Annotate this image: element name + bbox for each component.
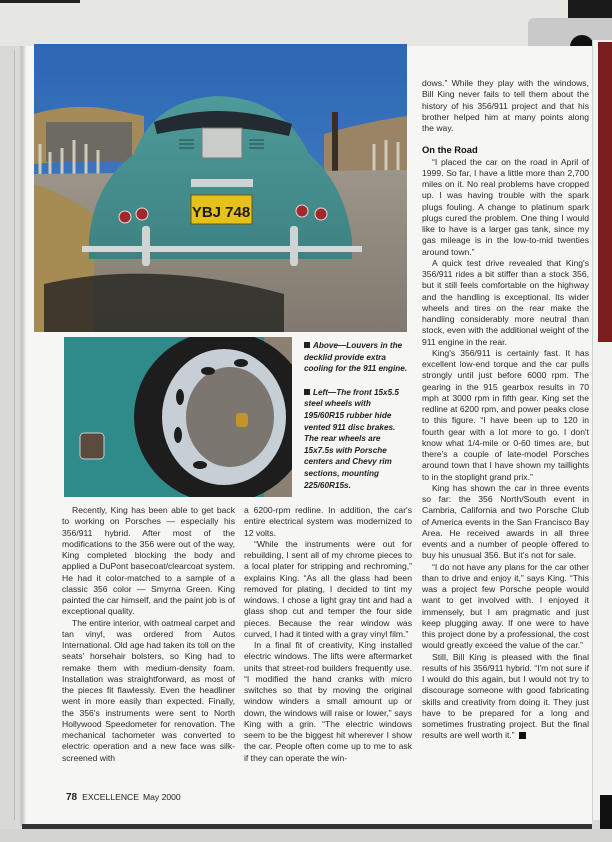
photo-car-rear [34, 44, 407, 332]
rear-bumper [82, 246, 362, 252]
paragraph: dows.” While they play with the windows, Bill King never fails to tell them about the history of his 356/911 project and that his brother helped him at many points along the way. [422, 78, 589, 133]
water-tank [46, 122, 132, 162]
paragraph: “While the instruments were out for rebuilding, I sent all of my chrome pieces to a local plater for stripping and rechroming,” explains King. “As all the glass had been removed for plating, I decided to tint my windows. I chose a light gray tint and had a glass shop cut and temper the four side pieces. Because the rear window was curved, I had it tinted with a gray vinyl film.” [244, 538, 412, 639]
caption-above: Above—Louvers in the decklid provide extra cooling for the 911 engine. [304, 341, 408, 374]
fender-badge-icon [80, 433, 104, 459]
paragraph: “I placed the car on the road in April of 1999. So far, I have a little more than 2,700 miles on it. No real problems have cropped up. I was having trouble with the spark plugs fouling. A change to platinum spark plugs cured the problem. One thing I would like to have is a larger gas tank, since my gas mileage is in the low-to-mid twenties around town.” [422, 156, 589, 257]
decklid-grille [202, 128, 242, 158]
wheel-illustration [64, 337, 292, 497]
scan-background [0, 0, 612, 46]
page-footer [66, 792, 181, 803]
section-heading: On the Road [422, 144, 478, 156]
article-column-2 [244, 505, 412, 764]
issue-date: May 2000 [142, 792, 181, 802]
post [332, 112, 338, 174]
magazine-name: EXCELLENCE [82, 792, 139, 802]
page-number: 78 [66, 792, 78, 803]
facing-page-photo-edge [598, 42, 612, 342]
plate-light [191, 179, 253, 187]
bullet-square-icon [304, 389, 310, 395]
paragraph: In a final fit of creativity, King installed electric windows. The lifts were aftermarket units that street-rod builders frequently use. “I modified the hand cranks with micro switches so that by moving the original window winders a small amount up or down, the windows will raise or lower,” says King with a grin. “The electric windows seem to be the biggest hit wherever I show the car. People often come up to me to ask if they can operate the win- [244, 640, 412, 763]
bumper-guard-right [290, 226, 298, 266]
hubcap [186, 367, 274, 467]
license-plate-text: YBJ 748 [191, 204, 251, 221]
photo-front-wheel [64, 337, 292, 497]
paragraph: Recently, King has been able to get back to working on Porsches — especially his 356/911 hybrid. After most of the modifications to the 356 were out of the way, King completed blocking the body and applied a DuPont basecoat/clearcoat system. He had it color-matched to a sample of a classic 356 color — Smyrna Green. King painted the car himself, and the paint job is of exceptional quality. [62, 505, 235, 617]
photo-captions [304, 340, 408, 503]
paragraph: King has shown the car in three events so far: the 356 North/South event in Cambria, California and two Porsche Club of America events in the San Francisco Bay Area. He received awards in all three events and a number of people offered to buy his unusual 356. But it's not for sale. [422, 482, 589, 561]
article-column-1 [62, 505, 235, 764]
paragraph: “I do not have any plans for the car other than to drive and enjoy it,” says King. “This was a project few Porsche people would want to get involved with. I enjoyed it immensely, but I am pragmatic and just keep plugging away. If one were to have this project done by a professional, the cost would greatly exceed the value of the car.” [422, 561, 589, 651]
paragraph: The entire interior, with oatmeal carpet and tan vinyl, was ordered from Autos International. Old age had taken its toll on the seats' horsehair bolsters, so King had to remake them with medium-density foam. Installation was straightforward, as most of the pieces fit flawlessly. Even the headliner went in more easily than expected. Finally, the 356's instruments were sent to North Hollywood Speedometer for renovation. The mechanical tachometer was converted to electric operation and a new face was silk-screened with [62, 617, 235, 763]
scan-background-bottom [0, 829, 612, 842]
paragraph: A quick test drive revealed that King's 356/911 rides a bit stiffer than a stock 356, but it still feels comfortable on the highway and the handling is exceptional. Its wider wheels and tires on the rear make the handling considerably more neutral than stock, even with the additional weight of the 911 engine in the rear. [422, 257, 589, 347]
bumper-guard-left [142, 226, 150, 266]
end-mark-icon [519, 732, 526, 739]
car-rear-illustration [34, 44, 407, 332]
bullet-square-icon [304, 342, 310, 348]
paragraph: King's 356/911 is certainly fast. It has excellent low-end torque and the car pulls strongly until just before 6000 rpm. The gearing in the 915 gearbox results in 70 mph at 3000 rpm in fifth gear. King set the redline at 6200 rpm, and power peaks close to this figure. “I have been up to 120 in fourth gear with a lot more to go. I don't know what 1/4-mile or 0-60 times are, but there's a couple of late-model Porsches around town that I have shown my taillights to in the stoplight grand prix.” [422, 347, 589, 482]
paragraph: Still, Bill King is pleased with the final results of his 356/911 hybrid. “I'm not sure if I would do this again, but I would not try to discourage someone with good fabricating skills and creativity from doing it. They just have to be prepared for a long and sometimes frustrating project. But the final results are well worth it.” [422, 651, 589, 741]
caption-left: Left—The front 15x5.5 steel wheels with 195/60R15 rubber hide vented 911 disc brakes. The rear wheels are 15x7.5s with Porsche centers and Chevy rim sections, mounting 225/60R15s. [304, 387, 399, 490]
page-gutter-shadow [18, 46, 26, 826]
paragraph: a 6200-rpm redline. In addition, the car's entire electrical system was modernized to 12 volts. [244, 505, 412, 538]
scan-edge [0, 0, 80, 3]
porsche-crest-icon [236, 413, 248, 427]
article-column-3 [422, 78, 589, 742]
